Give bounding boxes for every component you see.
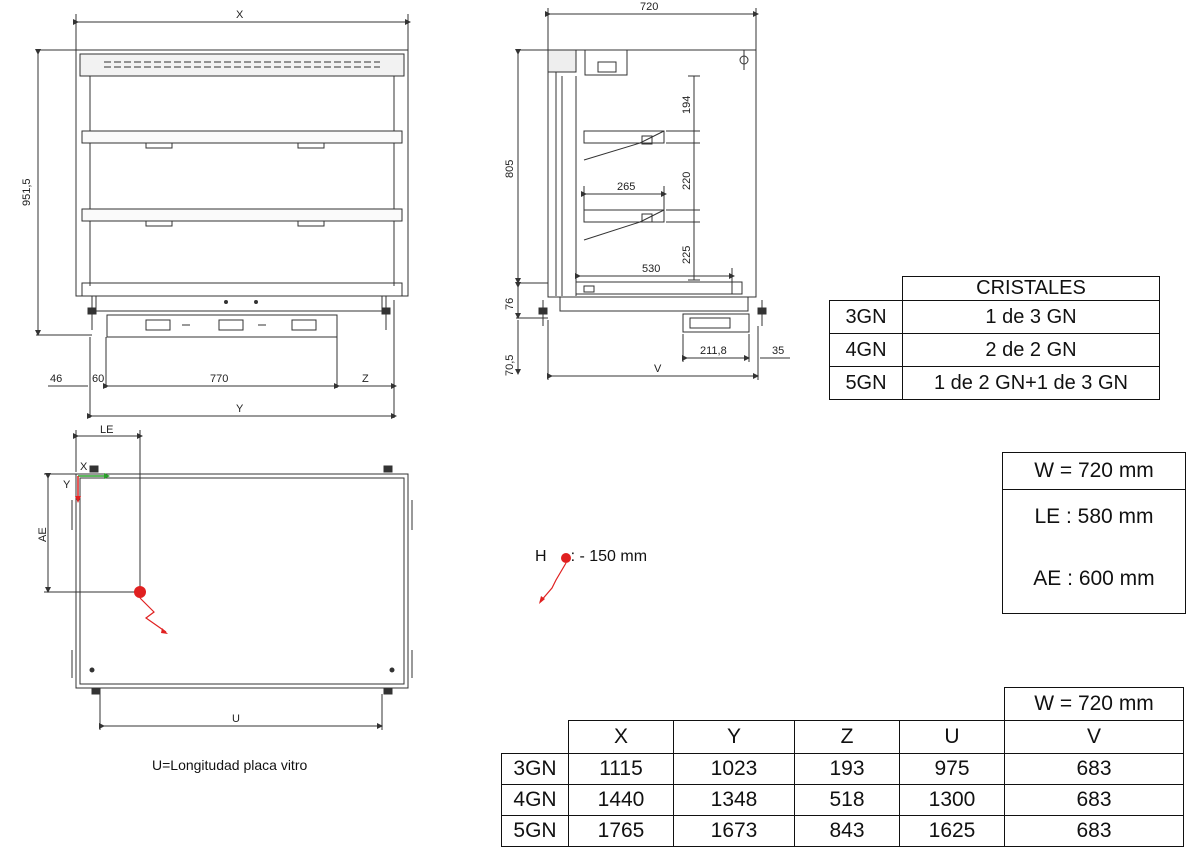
top-view: [44, 430, 412, 730]
cristales-key: 5GN: [830, 367, 903, 400]
dims-cell: 1625: [900, 816, 1005, 847]
table-row: [502, 785, 1184, 816]
dims-cell: 1023: [674, 754, 795, 785]
side-70-5-label: 70,5: [504, 354, 516, 376]
params-box: [1002, 452, 1186, 614]
side-v-label: V: [654, 363, 662, 375]
top-y-label: Y: [63, 479, 71, 491]
table-row: [502, 816, 1184, 847]
dims-col-u: U: [900, 721, 1005, 754]
dims-cell: 1440: [569, 785, 674, 816]
side-35-label: 35: [772, 345, 785, 357]
dims-row-key: 3GN: [502, 754, 569, 785]
dims-cell: 843: [795, 816, 900, 847]
dims-col-v: V: [1005, 721, 1184, 754]
dims-cell: 1673: [674, 816, 795, 847]
table-row: [830, 334, 1160, 367]
cristales-key: 4GN: [830, 334, 903, 367]
front-view: [36, 14, 408, 418]
dims-cell: 683: [1005, 816, 1184, 847]
hole-marker-icon: [134, 586, 168, 634]
front-height-label: 951,5: [21, 178, 33, 206]
dims-header-row: [502, 721, 1184, 754]
dims-cell: 193: [795, 754, 900, 785]
hole-note-value: : - 150 mm: [570, 548, 648, 565]
side-720-label: 720: [640, 1, 659, 13]
cristales-value: 2 de 2 GN: [903, 334, 1160, 367]
front-46-label: 46: [50, 373, 63, 385]
front-x-label: X: [236, 9, 244, 21]
side-265-label: 265: [617, 181, 636, 193]
dims-blank-cell: [502, 688, 1005, 721]
cristales-header: CRISTALES: [903, 277, 1160, 301]
top-ae-label: AE: [37, 527, 49, 542]
params-ae: AE : 600 mm: [1033, 567, 1155, 590]
dims-row-key: 4GN: [502, 785, 569, 816]
dims-cell: 683: [1005, 785, 1184, 816]
dims-row-key: 5GN: [502, 816, 569, 847]
table-row: [830, 301, 1160, 334]
dims-w-header: W = 720 mm: [1005, 688, 1184, 721]
dims-w-row: [502, 688, 1184, 721]
dims-cell: 1115: [569, 754, 674, 785]
dimensions-table: [501, 687, 1184, 847]
hole-note-h: H: [535, 548, 547, 565]
side-225-label: 225: [681, 245, 693, 264]
top-u-label: U: [232, 713, 240, 725]
front-z-label: Z: [362, 373, 369, 385]
side-530-label: 530: [642, 263, 661, 275]
cristales-blank-cell: [830, 277, 903, 301]
side-194-label: 194: [681, 95, 693, 114]
front-y-label: Y: [236, 403, 244, 415]
side-211-8-label: 211,8: [700, 345, 727, 357]
dims-cell: 1348: [674, 785, 795, 816]
side-76-label: 76: [504, 297, 516, 310]
top-le-label: LE: [100, 424, 114, 436]
dims-cell: 683: [1005, 754, 1184, 785]
cristales-table: [829, 276, 1160, 400]
dims-col-x: X: [569, 721, 674, 754]
dims-cell: 1300: [900, 785, 1005, 816]
side-220-label: 220: [681, 171, 693, 190]
front-60-label: 60: [92, 373, 105, 385]
table-row: [830, 367, 1160, 400]
hole-note: [535, 548, 647, 566]
dims-col-y: Y: [674, 721, 795, 754]
dims-cell: 518: [795, 785, 900, 816]
front-770-label: 770: [210, 373, 229, 385]
cristales-header-row: [830, 277, 1160, 301]
cristales-key: 3GN: [830, 301, 903, 334]
side-view: [516, 8, 790, 380]
dims-blank-cell: [502, 721, 569, 754]
dims-cell: 975: [900, 754, 1005, 785]
top-x-label: X: [80, 461, 88, 473]
params-le: LE : 580 mm: [1034, 505, 1154, 528]
table-row: [502, 754, 1184, 785]
dims-cell: 1765: [569, 816, 674, 847]
cristales-value: 1 de 3 GN: [903, 301, 1160, 334]
params-w: W = 720 mm: [1003, 453, 1185, 490]
dims-col-z: Z: [795, 721, 900, 754]
u-caption: U=Longitudad placa vitro: [152, 757, 308, 773]
side-805-label: 805: [504, 159, 516, 178]
cristales-value: 1 de 2 GN+1 de 3 GN: [903, 367, 1160, 400]
